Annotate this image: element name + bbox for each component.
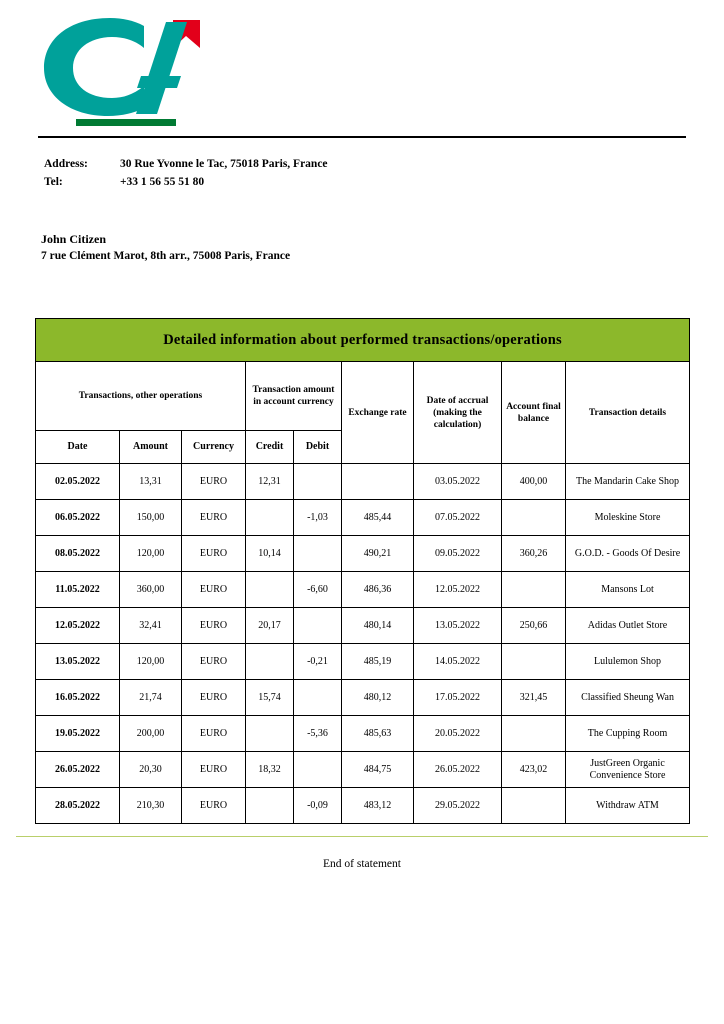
cell-currency: EURO <box>182 464 246 500</box>
cell-amount: 150,00 <box>120 500 182 536</box>
cell-amount: 21,74 <box>120 680 182 716</box>
cell-amount: 120,00 <box>120 536 182 572</box>
cell-credit: 12,31 <box>246 464 294 500</box>
customer-address: 7 rue Clément Marot, 8th arr., 75008 Paris, France <box>41 250 291 262</box>
cell-rate: 485,19 <box>342 644 414 680</box>
header-transactions: Transactions, other operations <box>36 362 246 431</box>
cell-date: 02.05.2022 <box>36 464 120 500</box>
cell-balance <box>502 716 566 752</box>
cell-currency: EURO <box>182 536 246 572</box>
header-date: Date <box>36 431 120 464</box>
cell-accrual: 12.05.2022 <box>414 572 502 608</box>
cell-currency: EURO <box>182 716 246 752</box>
cell-currency: EURO <box>182 500 246 536</box>
cell-currency: EURO <box>182 644 246 680</box>
table-title-row <box>36 319 690 362</box>
cell-debit: -1,03 <box>294 500 342 536</box>
cell-balance: 423,02 <box>502 752 566 788</box>
cell-details: Lululemon Shop <box>566 644 690 680</box>
cell-credit: 15,74 <box>246 680 294 716</box>
table-group-header-row <box>36 362 690 431</box>
cell-rate: 485,63 <box>342 716 414 752</box>
cell-date: 08.05.2022 <box>36 536 120 572</box>
cell-amount: 20,30 <box>120 752 182 788</box>
address-value: 30 Rue Yvonne le Tac, 75018 Paris, France <box>120 158 328 170</box>
cell-balance: 400,00 <box>502 464 566 500</box>
cell-credit: 20,17 <box>246 608 294 644</box>
cell-currency: EURO <box>182 680 246 716</box>
cell-credit <box>246 572 294 608</box>
cell-debit: -0,21 <box>294 644 342 680</box>
cell-currency: EURO <box>182 572 246 608</box>
cell-credit: 18,32 <box>246 752 294 788</box>
cell-debit <box>294 608 342 644</box>
bank-contact-block <box>44 155 664 191</box>
cell-date: 12.05.2022 <box>36 608 120 644</box>
table-row <box>36 644 690 680</box>
credit-agricole-logo <box>40 14 200 126</box>
cell-date: 13.05.2022 <box>36 644 120 680</box>
header-divider <box>38 136 686 138</box>
cell-balance <box>502 788 566 824</box>
table-row <box>36 500 690 536</box>
transactions-table-wrapper <box>35 318 689 824</box>
cell-rate: 484,75 <box>342 752 414 788</box>
cell-amount: 32,41 <box>120 608 182 644</box>
header-amount-in-account-currency: Transaction amount in account currency <box>246 362 342 431</box>
cell-details: The Cupping Room <box>566 716 690 752</box>
tel-value: +33 1 56 55 51 80 <box>120 176 205 188</box>
transactions-table <box>35 318 690 824</box>
cell-details: G.O.D. - Goods Of Desire <box>566 536 690 572</box>
cell-accrual: 13.05.2022 <box>414 608 502 644</box>
cell-amount: 13,31 <box>120 464 182 500</box>
cell-date: 19.05.2022 <box>36 716 120 752</box>
header-account-final-balance: Account final balance <box>502 362 566 464</box>
cell-details: Mansons Lot <box>566 572 690 608</box>
table-row <box>36 464 690 500</box>
cell-balance <box>502 572 566 608</box>
header-amount: Amount <box>120 431 182 464</box>
cell-credit <box>246 644 294 680</box>
cell-accrual: 20.05.2022 <box>414 716 502 752</box>
cell-balance: 360,26 <box>502 536 566 572</box>
header-credit: Credit <box>246 431 294 464</box>
table-row <box>36 752 690 788</box>
cell-details: Moleskine Store <box>566 500 690 536</box>
cell-amount: 360,00 <box>120 572 182 608</box>
cell-rate: 485,44 <box>342 500 414 536</box>
cell-currency: EURO <box>182 752 246 788</box>
cell-details: Withdraw ATM <box>566 788 690 824</box>
cell-balance <box>502 644 566 680</box>
table-row <box>36 716 690 752</box>
customer-block <box>41 231 661 265</box>
cell-balance: 321,45 <box>502 680 566 716</box>
address-label: Address: <box>44 158 88 170</box>
cell-rate: 490,21 <box>342 536 414 572</box>
header-transaction-details: Transaction details <box>566 362 690 464</box>
bank-address-row <box>44 155 664 173</box>
header-exchange-rate: Exchange rate <box>342 362 414 464</box>
cell-currency: EURO <box>182 788 246 824</box>
cell-date: 11.05.2022 <box>36 572 120 608</box>
cell-date: 28.05.2022 <box>36 788 120 824</box>
table-row <box>36 536 690 572</box>
cell-accrual: 29.05.2022 <box>414 788 502 824</box>
cell-accrual: 26.05.2022 <box>414 752 502 788</box>
cell-currency: EURO <box>182 608 246 644</box>
cell-accrual: 09.05.2022 <box>414 536 502 572</box>
cell-credit <box>246 500 294 536</box>
cell-debit <box>294 680 342 716</box>
cell-rate <box>342 464 414 500</box>
cell-balance <box>502 500 566 536</box>
cell-amount: 120,00 <box>120 644 182 680</box>
cell-credit <box>246 788 294 824</box>
cell-amount: 210,30 <box>120 788 182 824</box>
header-debit: Debit <box>294 431 342 464</box>
cell-amount: 200,00 <box>120 716 182 752</box>
cell-debit <box>294 536 342 572</box>
customer-name: John Citizen <box>41 232 107 246</box>
cell-details: Classified Sheung Wan <box>566 680 690 716</box>
cell-date: 26.05.2022 <box>36 752 120 788</box>
end-of-statement-text: End of statement <box>323 858 401 870</box>
cell-date: 06.05.2022 <box>36 500 120 536</box>
bank-tel-row <box>44 173 664 191</box>
cell-details: The Mandarin Cake Shop <box>566 464 690 500</box>
header-date-of-accrual: Date of accrual (making the calculation) <box>414 362 502 464</box>
cell-accrual: 17.05.2022 <box>414 680 502 716</box>
cell-accrual: 07.05.2022 <box>414 500 502 536</box>
tel-label: Tel: <box>44 176 63 188</box>
cell-balance: 250,66 <box>502 608 566 644</box>
table-row <box>36 572 690 608</box>
cell-date: 16.05.2022 <box>36 680 120 716</box>
cell-debit: -6,60 <box>294 572 342 608</box>
cell-credit: 10,14 <box>246 536 294 572</box>
cell-debit: -0,09 <box>294 788 342 824</box>
cell-details: Adidas Outlet Store <box>566 608 690 644</box>
transactions-table-body <box>36 464 690 824</box>
cell-rate: 486,36 <box>342 572 414 608</box>
cell-debit: -5,36 <box>294 716 342 752</box>
cell-rate: 480,14 <box>342 608 414 644</box>
footer-divider <box>16 836 708 837</box>
cell-rate: 483,12 <box>342 788 414 824</box>
cell-details: JustGreen Organic Convenience Store <box>566 752 690 788</box>
cell-accrual: 03.05.2022 <box>414 464 502 500</box>
cell-accrual: 14.05.2022 <box>414 644 502 680</box>
header-currency: Currency <box>182 431 246 464</box>
cell-debit <box>294 752 342 788</box>
cell-rate: 480,12 <box>342 680 414 716</box>
table-title: Detailed information about performed transactions/operations <box>36 319 690 362</box>
table-row <box>36 788 690 824</box>
cell-credit <box>246 716 294 752</box>
table-row <box>36 680 690 716</box>
cell-debit <box>294 464 342 500</box>
table-row <box>36 608 690 644</box>
